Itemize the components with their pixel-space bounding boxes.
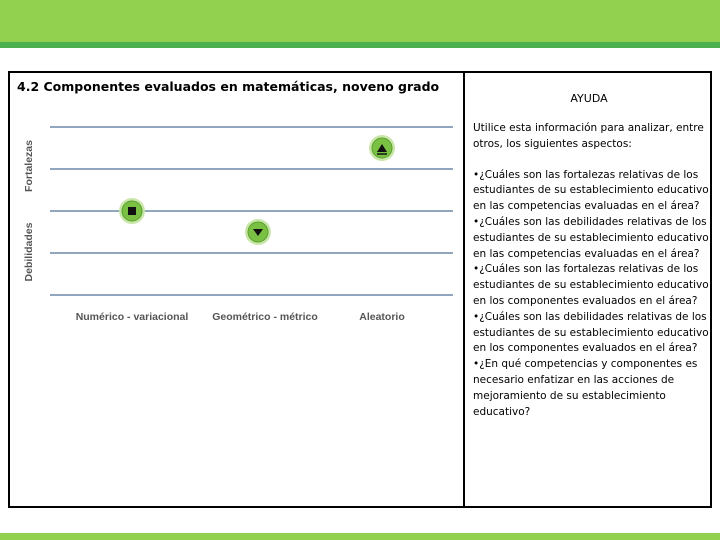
- x-tick-label: Numérico - variacional: [75, 311, 189, 323]
- help-text: [473, 121, 709, 420]
- y-band-label: Fortalezas: [23, 140, 35, 192]
- square-marker-icon: [128, 207, 136, 215]
- help-intro: Utilice esta información para analizar, entre otros, los siguientes aspectos:: [473, 122, 704, 150]
- x-tick-label: Aleatorio: [359, 311, 405, 323]
- chart-title: 4.2 Componentes evaluados en matemáticas, noveno grado: [17, 79, 440, 94]
- help-bullet: •¿Cuáles son las debilidades relativas de los estudiantes de su establecimiento educativo en las competencias evaluadas en el área?: [473, 215, 709, 260]
- help-bullet: •¿En qué competencias y componentes es necesario enfatizar en las acciones de mejoramiento de su establecimiento educativo?: [473, 358, 698, 418]
- help-bullet: •¿Cuáles son las fortalezas relativas de los estudiantes de su establecimiento educativo en las competencias evaluadas en el área?: [473, 168, 709, 213]
- y-band-label: Debilidades: [23, 222, 35, 282]
- help-bullet: •¿Cuáles son las debilidades relativas de los estudiantes de su establecimiento educativo en los componentes evaluados en el área?: [473, 310, 709, 355]
- x-tick-label: Geométrico - métrico: [212, 311, 318, 323]
- help-title: AYUDA: [570, 92, 608, 105]
- help-bullet: •¿Cuáles son las fortalezas relativas de los estudiantes de su establecimiento educativo en los componentes evaluados en el área?: [473, 263, 709, 307]
